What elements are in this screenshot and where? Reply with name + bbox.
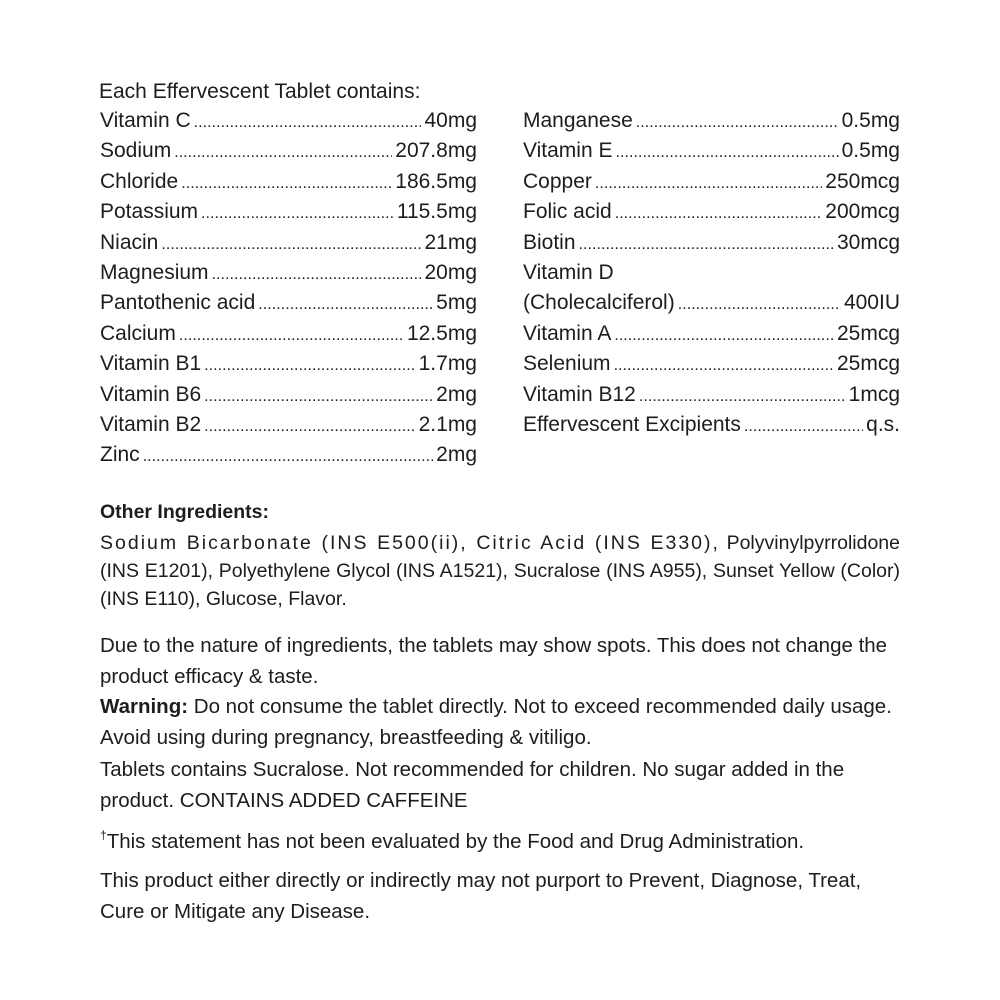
- nutrient-name: Vitamin C: [100, 109, 191, 132]
- nutrient-row: [100, 167, 477, 197]
- nutrient-list-right: [523, 106, 900, 440]
- nutrient-row: [523, 228, 900, 258]
- nutrient-name: Biotin: [523, 230, 576, 254]
- other-ingredients-text: [100, 529, 900, 613]
- nutrient-row: [100, 197, 477, 227]
- nutrient-row: [523, 319, 900, 349]
- nutrient-name: Folic acid: [523, 200, 612, 224]
- nutrient-amount: 200mcg: [825, 200, 900, 224]
- warning-label: Warning:: [100, 695, 189, 718]
- nutrient-amount: 5mg: [436, 291, 477, 315]
- nutrient-amount: 400IU: [843, 291, 900, 315]
- nutrient-name: Effervescent Excipients: [523, 412, 741, 436]
- nutrient-name: Niacin: [100, 230, 159, 254]
- warning-paragraph: [100, 691, 900, 753]
- nutrient-amount: 250mcg: [825, 169, 900, 193]
- dot-leader: [595, 167, 822, 199]
- dagger-mark: †: [100, 828, 107, 842]
- nutrient-amount: 21mg: [424, 230, 477, 254]
- dot-leader: [616, 136, 839, 168]
- nutrient-row: [100, 136, 477, 166]
- nutrient-amount: 20mg: [424, 260, 477, 284]
- nutrient-amount: 207.8mg: [395, 139, 477, 163]
- nutrient-row: [523, 197, 900, 227]
- nutrient-name: Calcium: [100, 321, 176, 345]
- nutrient-row: [100, 106, 477, 136]
- nutrient-row: [523, 167, 900, 197]
- nutrient-row: [100, 440, 477, 470]
- dot-leader: [179, 319, 404, 351]
- sucralose-note: Tablets contains Sucralose. Not recommended for children. No sugar added in the product. CONTAINS ADDED CAFFEINE: [100, 758, 845, 812]
- dot-leader: [181, 167, 392, 199]
- dot-leader: [744, 410, 863, 442]
- spots-note: Due to the nature of ingredients, the tablets may show spots. This does not change the product efficacy & taste.: [100, 634, 888, 688]
- dot-leader: [636, 106, 839, 138]
- dot-leader: [194, 106, 422, 138]
- nutrient-row: [100, 349, 477, 379]
- nutrient-amount: 186.5mg: [395, 169, 477, 193]
- nutrient-name: Selenium: [523, 352, 611, 376]
- nutrient-name: Vitamin B12: [523, 382, 636, 406]
- dot-leader: [204, 410, 415, 442]
- nutrient-row: [100, 380, 477, 410]
- nutrient-row: [523, 380, 900, 410]
- nutrient-name: Manganese: [523, 109, 633, 132]
- nutrient-amount: 1.7mg: [418, 352, 477, 376]
- nutrient-name: Vitamin D: [523, 260, 614, 284]
- nutrient-name: Zinc: [100, 443, 140, 467]
- nutrient-name: Vitamin B2: [100, 412, 202, 436]
- nutrient-amount: 12.5mg: [406, 321, 477, 345]
- nutrient-row: [100, 319, 477, 349]
- nutrient-name: Pantothenic acid: [100, 291, 256, 315]
- nutrient-name: Copper: [523, 169, 592, 193]
- nutrient-name: (Cholecalciferol): [523, 291, 675, 315]
- nutrient-list-left: [100, 106, 477, 471]
- nutrient-name: Chloride: [100, 169, 179, 193]
- dot-leader: [615, 197, 823, 229]
- nutrient-row: [100, 288, 477, 318]
- nutrient-name: Vitamin B6: [100, 382, 202, 406]
- nutrient-amount: 25mcg: [836, 352, 900, 376]
- nutrient-amount: 40mg: [424, 109, 477, 132]
- dot-leader: [174, 136, 392, 168]
- nutrient-amount: 30mcg: [836, 230, 900, 254]
- dot-leader: [258, 288, 433, 320]
- nutrient-row: [100, 258, 477, 288]
- nutrient-row: [523, 349, 900, 379]
- nutrient-name: Vitamin A: [523, 321, 612, 345]
- nutrient-row: [523, 410, 900, 440]
- dot-leader: [579, 228, 834, 260]
- disease-disclaimer: This product either directly or indirectly may not purport to Prevent, Diagnose, Treat, Cure or Mitigate any Disease.: [100, 869, 862, 923]
- nutrient-name: Vitamin E: [523, 139, 613, 163]
- nutrient-name: Magnesium: [100, 260, 209, 284]
- dot-leader: [204, 380, 433, 412]
- nutrient-amount: 2.1mg: [418, 412, 477, 436]
- nutrient-row: [523, 106, 900, 136]
- nutrient-row: [523, 258, 900, 288]
- nutrient-row: [100, 228, 477, 258]
- composition-heading: Each Effervescent Tablet contains:: [99, 80, 421, 103]
- dot-leader: [161, 228, 421, 260]
- dot-leader: [212, 258, 422, 290]
- nutrient-row: [100, 410, 477, 440]
- nutrient-row: [523, 288, 900, 318]
- nutrient-amount: 0.5mg: [841, 109, 900, 132]
- dot-leader: [614, 319, 834, 351]
- fda-statement: [100, 820, 900, 857]
- nutrient-row: [523, 136, 900, 166]
- nutrient-name: Potassium: [100, 200, 199, 224]
- nutrient-amount: 1mcg: [848, 382, 900, 406]
- dot-leader: [614, 349, 834, 381]
- nutrient-amount: 0.5mg: [841, 139, 900, 163]
- dot-leader: [204, 349, 415, 381]
- other-ingredients-line-1: Sodium Bicarbonate (INS E500(ii), Citric Acid (INS E330),: [100, 532, 720, 554]
- nutrient-amount: 2mg: [436, 443, 477, 467]
- other-ingredients-title: Other Ingredients:: [100, 501, 270, 523]
- fda-statement-text: This statement has not been evaluated by the Food and Drug Administration.: [106, 830, 805, 853]
- dot-leader: [639, 380, 846, 412]
- nutrient-name: Sodium: [100, 139, 172, 163]
- warning-text: Do not consume the tablet directly. Not to exceed recommended daily usage. Avoid using during pregnancy, breastfeeding & vitiligo.: [100, 695, 892, 749]
- dot-leader: [143, 440, 433, 472]
- nutrient-amount: 115.5mg: [396, 200, 477, 224]
- nutrient-amount: 2mg: [436, 382, 477, 406]
- dot-leader: [678, 288, 841, 320]
- other-ingredients-line-rest: Polyvinylpyrrolidone (INS E1201), Polyethylene Glycol (INS A1521), Sucralose (INS A955), Sunset Yellow (Color) (INS E110), Glucose, Flavor.: [100, 532, 900, 610]
- nutrient-name: Vitamin B1: [100, 352, 202, 376]
- nutrient-amount: 25mcg: [836, 321, 900, 345]
- nutrient-amount: q.s.: [866, 412, 900, 436]
- dot-leader: [201, 197, 394, 229]
